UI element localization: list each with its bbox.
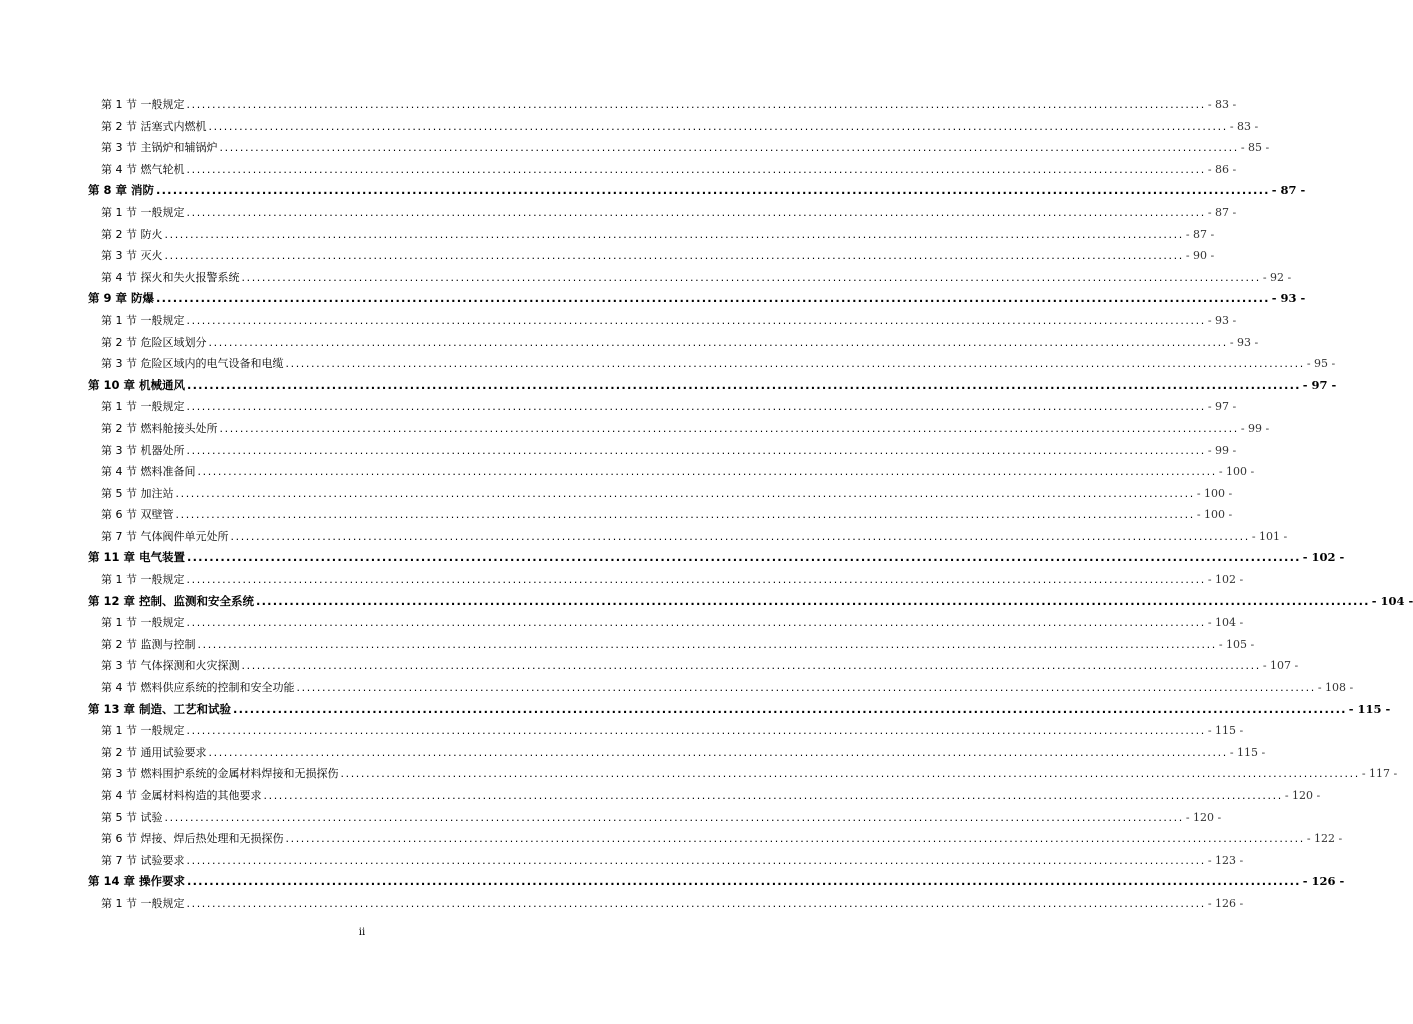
toc-entry-page-number: - 120 -: [1185, 810, 1222, 824]
toc-entry-page-number: - 123 -: [1207, 853, 1244, 867]
toc-dot-leader: ........................................................................................................................................................................................................: [187, 550, 1301, 565]
toc-dot-leader: ........................................................................................................................................................................................................: [186, 573, 1206, 587]
toc-dot-leader: ........................................................................................................................................................................................................: [175, 508, 1195, 522]
toc-section-entry[interactable]: [88, 310, 1237, 332]
toc-entry-label: 第 7 节 试验要求: [101, 853, 185, 867]
toc-entry-label: 第 1 节 一般规定: [101, 616, 185, 630]
toc-section-entry[interactable]: [88, 483, 1233, 505]
toc-entry-page-number: - 90 -: [1185, 249, 1215, 263]
toc-section-entry[interactable]: [88, 526, 1288, 548]
toc-entry-label: 第 4 节 探火和失火报警系统: [101, 270, 240, 284]
toc-dot-leader: ........................................................................................................................................................................................................: [285, 357, 1305, 371]
toc-section-entry[interactable]: [88, 116, 1259, 138]
toc-entry-label: 第 5 节 试验: [101, 810, 163, 824]
toc-dot-leader: ........................................................................................................................................................................................................: [186, 443, 1206, 457]
toc-section-entry[interactable]: [88, 785, 1321, 807]
toc-section-entry[interactable]: [88, 224, 1215, 246]
toc-entry-page-number: - 93 -: [1207, 313, 1237, 327]
toc-entry-page-number: - 108 -: [1317, 681, 1354, 695]
toc-entry-page-number: - 101 -: [1251, 529, 1288, 543]
toc-dot-leader: ........................................................................................................................................................................................................: [340, 767, 1360, 781]
toc-dot-leader: ........................................................................................................................................................................................................: [187, 377, 1301, 392]
toc-entry-page-number: - 120 -: [1284, 789, 1321, 802]
toc-dot-leader: ........................................................................................................................................................................................................: [164, 249, 1184, 263]
toc-section-entry[interactable]: [88, 159, 1237, 181]
toc-dot-leader: ........................................................................................................................................................................................................: [208, 119, 1228, 133]
toc-section-entry[interactable]: [88, 440, 1237, 462]
toc-chapter-entry[interactable]: [88, 375, 1337, 397]
toc-dot-leader: ........................................................................................................................................................................................................: [256, 593, 1370, 608]
toc-section-entry[interactable]: [88, 202, 1237, 224]
toc-section-entry[interactable]: [88, 332, 1259, 354]
toc-section-entry[interactable]: [88, 828, 1343, 850]
toc-entry-page-number: - 93 -: [1271, 291, 1306, 306]
toc-section-entry[interactable]: [88, 569, 1244, 591]
toc-entry-label: 第 4 节 金属材料构造的其他要求: [101, 789, 262, 802]
toc-entry-label: 第 1 节 一般规定: [101, 98, 185, 111]
toc-section-entry[interactable]: [88, 720, 1244, 742]
toc-dot-leader: ........................................................................................................................................................................................................: [219, 141, 1239, 155]
toc-entry-label: 第 3 节 主锅炉和辅锅炉: [101, 141, 218, 155]
toc-entry-label: 第 2 节 危险区域划分: [101, 335, 207, 349]
toc-chapter-entry[interactable]: [88, 699, 1391, 721]
toc-entry-label: 第 3 节 燃料围护系统的金属材料焊接和无损探伤: [101, 767, 339, 781]
toc-section-entry[interactable]: [88, 655, 1299, 677]
toc-dot-leader: ........................................................................................................................................................................................................: [208, 335, 1228, 349]
toc-section-entry[interactable]: [88, 634, 1255, 656]
toc-section-entry[interactable]: [88, 396, 1237, 418]
toc-dot-leader: ........................................................................................................................................................................................................: [186, 205, 1206, 219]
toc-entry-label: 第 4 节 燃料供应系统的控制和安全功能: [101, 681, 295, 695]
toc-entry-label: 第 1 节 一般规定: [101, 573, 185, 587]
toc-entry-page-number: - 83 -: [1229, 119, 1259, 133]
toc-dot-leader: ........................................................................................................................................................................................................: [296, 681, 1316, 695]
toc-entry-page-number: - 100 -: [1196, 486, 1233, 500]
toc-entry-page-number: - 100 -: [1218, 465, 1255, 479]
toc-entry-label: 第 9 章 防爆: [88, 291, 155, 306]
toc-entry-label: 第 2 节 活塞式内燃机: [101, 119, 207, 133]
toc-entry-page-number: - 87 -: [1207, 205, 1237, 219]
toc-section-entry[interactable]: [88, 677, 1354, 699]
toc-entry-page-number: - 115 -: [1348, 701, 1391, 716]
toc-entry-label: 第 2 节 防火: [101, 227, 163, 241]
toc-entry-page-number: - 99 -: [1240, 421, 1270, 435]
toc-entry-page-number: - 87 -: [1271, 183, 1306, 198]
toc-entry-label: 第 3 节 机器处所: [101, 443, 185, 457]
toc-entry-label: 第 2 节 燃料舱接头处所: [101, 421, 218, 435]
toc-entry-label: 第 12 章 控制、监测和安全系统: [88, 593, 255, 608]
toc-dot-leader: ........................................................................................................................................................................................................: [233, 701, 1347, 716]
toc-dot-leader: ........................................................................................................................................................................................................: [164, 227, 1184, 241]
toc-entry-page-number: - 99 -: [1207, 443, 1237, 457]
toc-entry-label: 第 10 章 机械通风: [88, 377, 186, 392]
toc-entry-label: 第 1 节 一般规定: [101, 205, 185, 219]
toc-dot-leader: ........................................................................................................................................................................................................: [186, 616, 1206, 630]
toc-entry-page-number: - 92 -: [1262, 270, 1292, 284]
toc-entry-label: 第 8 章 消防: [88, 183, 155, 198]
toc-section-entry[interactable]: [88, 612, 1244, 634]
toc-dot-leader: ........................................................................................................................................................................................................: [186, 896, 1206, 910]
toc-chapter-entry[interactable]: [88, 547, 1345, 569]
toc-section-entry[interactable]: [88, 742, 1266, 764]
toc-entry-label: 第 1 节 一般规定: [101, 400, 185, 414]
toc-entry-page-number: - 102 -: [1207, 573, 1244, 587]
toc-dot-leader: ........................................................................................................................................................................................................: [197, 465, 1217, 479]
toc-entry-label: 第 13 章 制造、工艺和试验: [88, 701, 232, 716]
toc-entry-page-number: - 97 -: [1302, 377, 1337, 392]
toc-entry-page-number: - 100 -: [1196, 508, 1233, 522]
toc-dot-leader: ........................................................................................................................................................................................................: [263, 789, 1283, 802]
page-number-footer: ii: [358, 927, 366, 938]
toc-section-entry[interactable]: [88, 94, 1237, 116]
toc-dot-leader: ........................................................................................................................................................................................................: [241, 659, 1261, 673]
toc-entry-label: 第 6 节 焊接、焊后热处理和无损探伤: [101, 832, 284, 846]
toc-entry-label: 第 5 节 加注站: [101, 486, 174, 500]
toc-entry-page-number: - 122 -: [1306, 832, 1343, 846]
toc-dot-leader: ........................................................................................................................................................................................................: [186, 724, 1206, 738]
toc-section-entry[interactable]: [88, 461, 1255, 483]
toc-section-entry[interactable]: [88, 893, 1244, 915]
toc-entry-page-number: - 87 -: [1185, 227, 1215, 241]
toc-dot-leader: ........................................................................................................................................................................................................: [186, 162, 1206, 176]
toc-entry-page-number: - 104 -: [1371, 593, 1413, 608]
toc-entry-label: 第 6 节 双壁管: [101, 508, 174, 522]
table-of-contents: [88, 94, 1413, 915]
toc-dot-leader: ........................................................................................................................................................................................................: [186, 853, 1206, 867]
toc-section-entry[interactable]: [88, 763, 1398, 785]
toc-entry-label: 第 1 节 一般规定: [101, 313, 185, 327]
toc-entry-page-number: - 117 -: [1361, 767, 1398, 781]
toc-entry-page-number: - 95 -: [1306, 357, 1336, 371]
toc-dot-leader: ........................................................................................................................................................................................................: [186, 400, 1206, 414]
toc-entry-label: 第 3 节 灭火: [101, 249, 163, 263]
toc-entry-page-number: - 105 -: [1218, 637, 1255, 651]
toc-chapter-entry[interactable]: [88, 591, 1413, 613]
toc-entry-label: 第 4 节 燃料准备间: [101, 465, 196, 479]
toc-entry-page-number: - 86 -: [1207, 162, 1237, 176]
toc-dot-leader: ........................................................................................................................................................................................................: [241, 270, 1261, 284]
toc-entry-page-number: - 102 -: [1302, 550, 1345, 565]
toc-entry-label: 第 1 节 一般规定: [101, 724, 185, 738]
toc-dot-leader: ........................................................................................................................................................................................................: [186, 98, 1206, 111]
toc-entry-page-number: - 93 -: [1229, 335, 1259, 349]
toc-entry-label: 第 14 章 操作要求: [88, 874, 186, 889]
toc-entry-label: 第 2 节 通用试验要求: [101, 745, 207, 759]
toc-section-entry[interactable]: [88, 267, 1292, 289]
toc-entry-page-number: - 85 -: [1240, 141, 1270, 155]
toc-dot-leader: ........................................................................................................................................................................................................: [175, 486, 1195, 500]
toc-entry-page-number: - 97 -: [1207, 400, 1237, 414]
toc-dot-leader: ........................................................................................................................................................................................................: [164, 810, 1184, 824]
toc-section-entry[interactable]: [88, 245, 1215, 267]
toc-entry-label: 第 7 节 气体阀件单元处所: [101, 529, 229, 543]
toc-entry-page-number: - 104 -: [1207, 616, 1244, 630]
toc-entry-page-number: - 115 -: [1207, 724, 1244, 738]
toc-dot-leader: ........................................................................................................................................................................................................: [156, 183, 1270, 198]
toc-entry-label: 第 1 节 一般规定: [101, 896, 185, 910]
toc-section-entry[interactable]: [88, 807, 1222, 829]
toc-chapter-entry[interactable]: [88, 871, 1345, 893]
toc-dot-leader: ........................................................................................................................................................................................................: [285, 832, 1305, 846]
toc-section-entry[interactable]: [88, 504, 1233, 526]
toc-dot-leader: ........................................................................................................................................................................................................: [156, 291, 1270, 306]
toc-entry-page-number: - 115 -: [1229, 745, 1266, 759]
toc-dot-leader: ........................................................................................................................................................................................................: [186, 313, 1206, 327]
toc-dot-leader: ........................................................................................................................................................................................................: [197, 637, 1217, 651]
toc-entry-page-number: - 126 -: [1207, 896, 1244, 910]
toc-chapter-entry[interactable]: [88, 288, 1306, 310]
toc-section-entry[interactable]: [88, 137, 1270, 159]
toc-dot-leader: ........................................................................................................................................................................................................: [187, 874, 1301, 889]
toc-chapter-entry[interactable]: [88, 180, 1306, 202]
toc-section-entry[interactable]: [88, 353, 1336, 375]
toc-dot-leader: ........................................................................................................................................................................................................: [230, 529, 1250, 543]
toc-entry-page-number: - 107 -: [1262, 659, 1299, 673]
toc-entry-page-number: - 126 -: [1302, 874, 1345, 889]
toc-entry-label: 第 4 节 燃气轮机: [101, 162, 185, 176]
toc-dot-leader: ........................................................................................................................................................................................................: [219, 421, 1239, 435]
toc-entry-label: 第 3 节 危险区域内的电气设备和电缆: [101, 357, 284, 371]
toc-entry-page-number: - 83 -: [1207, 98, 1237, 111]
toc-entry-label: 第 11 章 电气装置: [88, 550, 186, 565]
toc-entry-label: 第 2 节 监测与控制: [101, 637, 196, 651]
toc-section-entry[interactable]: [88, 850, 1244, 872]
toc-dot-leader: ........................................................................................................................................................................................................: [208, 745, 1228, 759]
toc-section-entry[interactable]: [88, 418, 1270, 440]
toc-entry-label: 第 3 节 气体探测和火灾探测: [101, 659, 240, 673]
